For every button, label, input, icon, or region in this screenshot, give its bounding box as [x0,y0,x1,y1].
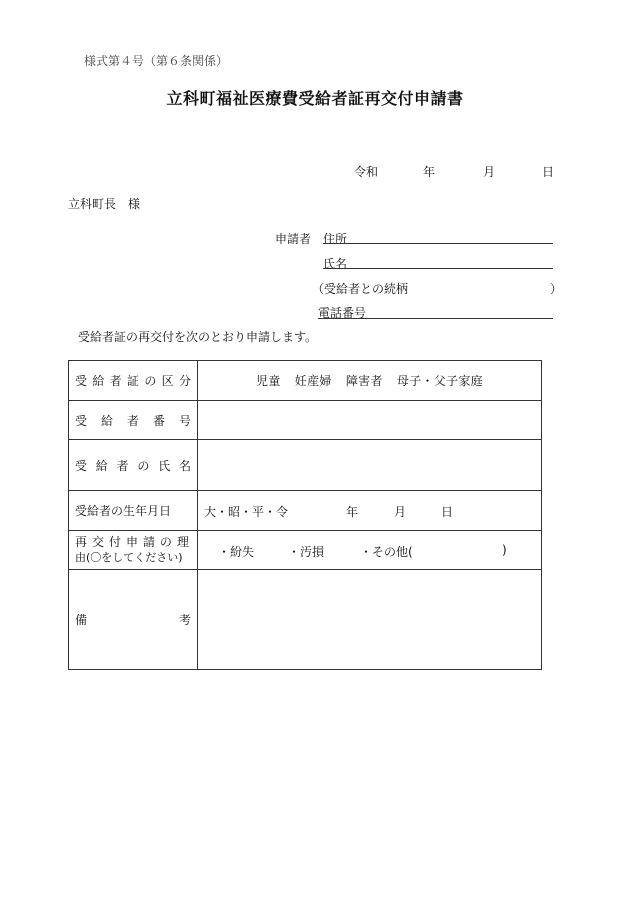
application-table [68,360,542,670]
label-char: の [144,374,157,388]
label-char: 氏 [158,458,171,473]
reason-options-cell[interactable] [198,531,542,570]
birthdate-month: 月 [394,505,407,519]
form-number: 様式第４号（第６条関係） [84,54,229,68]
number-label [69,401,198,440]
date-era: 令和 [354,165,379,179]
birthdate-year: 年 [346,505,359,519]
category-options[interactable] [198,361,542,401]
date-year: 年 [423,165,436,179]
reason-lost[interactable]: ・紛失 [218,545,255,559]
option-child[interactable]: 児童 [256,374,281,388]
label-char: の [137,458,150,473]
label-char: 交 [91,535,104,549]
label-char: 申 [125,535,138,549]
label-char: 号 [178,413,191,428]
intro-text: 受給者証の再交付を次のとおり申請します。 [78,330,318,344]
document-title: 立科町福祉医療費受給者証再交付申請書 [166,89,464,108]
reason-damaged[interactable]: ・汚損 [288,545,325,559]
label-char: 者 [116,458,129,473]
label-char: 証 [126,374,139,388]
label-char: 受 [75,458,88,473]
relation-label: （受給者との続柄 [312,282,409,296]
label-char: 給 [92,374,105,388]
applicant-label: 申請者 [275,232,312,246]
option-disabled[interactable]: 障害者 [345,374,383,388]
label-char: 請 [142,535,155,549]
label-char: 番 [152,413,165,428]
recipient-name-label [69,440,198,491]
category-row [69,361,542,401]
label-char: 受 [75,374,88,388]
name-row [69,440,542,491]
label-char: 区 [161,374,174,388]
remarks-input-cell[interactable] [198,570,542,670]
label-char: 者 [109,374,122,388]
reason-other-close: ) [502,543,507,557]
label-char: 付 [108,535,121,549]
date-month: 月 [483,165,496,179]
birthdate-input-cell[interactable] [198,491,542,531]
phone-field[interactable] [318,318,553,319]
label-char: 受 [75,413,88,428]
number-input-cell[interactable] [198,401,542,440]
remarks-label [69,570,198,670]
date-day: 日 [542,165,555,179]
addressee: 立科町長 様 [68,197,141,211]
label-char: 備 [75,613,88,627]
label-char: 給 [100,413,113,428]
label-char: 再 [75,535,88,549]
remarks-row [69,570,542,670]
label-char: 者 [126,413,139,428]
birthdate-day: 日 [441,505,454,519]
address-field[interactable] [323,243,553,244]
label-char: 名 [178,458,191,473]
birthdate-label [69,491,198,531]
label-char: 給 [95,458,108,473]
recipient-name-input-cell[interactable] [198,440,542,491]
label-char: の [159,535,172,549]
number-row [69,401,542,440]
option-pregnant[interactable]: 妊産婦 [294,374,332,388]
reason-row [69,531,542,570]
relation-close: ） [550,282,563,296]
category-label [69,361,198,401]
birthdate-eras[interactable]: 大・昭・平・令 [204,505,289,519]
address-label: 住所 [323,232,348,246]
option-single-parent[interactable]: 母子・父子家庭 [396,374,483,388]
phone-label: 電話番号 [318,306,367,320]
label-char: 考 [178,613,191,627]
birthdate-label-text: 受給者の生年月日 [75,504,172,518]
reason-label-line2: 由(〇をしてください) [75,551,183,564]
reason-other[interactable]: ・その他( [360,545,413,559]
name-field[interactable] [323,268,553,269]
reason-label [69,531,198,570]
birthdate-row [69,491,542,531]
label-char: 分 [178,374,191,388]
name-label: 氏名 [323,257,348,271]
label-char: 理 [176,535,189,549]
